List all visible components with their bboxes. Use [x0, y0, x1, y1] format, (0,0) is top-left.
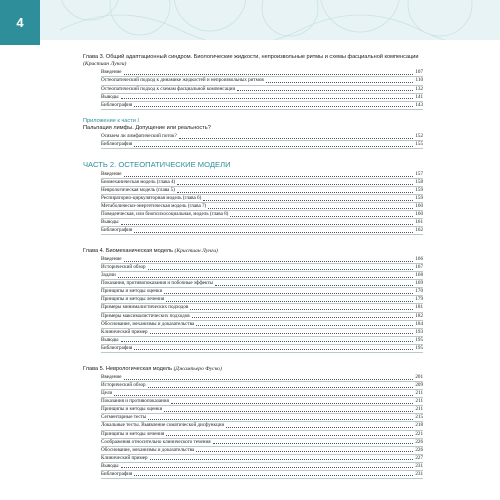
dot-leader [166, 300, 413, 302]
toc-entry[interactable] [101, 195, 423, 203]
dot-leader [134, 105, 413, 107]
toc-entry[interactable] [101, 463, 423, 471]
toc-entry[interactable] [101, 102, 423, 110]
dot-leader [213, 442, 413, 444]
toc-entry-list [101, 374, 423, 479]
entry-label: Неврологическая модель (глава 5) [101, 187, 175, 194]
entry-page: 227 [415, 454, 423, 461]
entry-page: 195 [415, 336, 423, 343]
chapter-title: Глава 5. Неврологическая модель [83, 366, 172, 372]
dot-leader [121, 466, 413, 468]
entry-label: Исторический обзор [101, 382, 146, 389]
entry-label: Обоснование, механизмы и доказательства [101, 320, 195, 327]
entry-label: Клинический пример [101, 454, 148, 461]
toc-entry-list [101, 171, 423, 235]
dot-leader [164, 292, 413, 294]
dot-leader [134, 145, 413, 147]
entry-label: Библиография [101, 470, 133, 477]
entry-page: 211 [415, 390, 423, 397]
dot-leader [134, 231, 413, 233]
dot-leader [237, 89, 413, 91]
toc-entry[interactable] [101, 455, 423, 463]
entry-page: 168 [415, 272, 423, 279]
entry-page: 167 [415, 264, 423, 271]
appendix-title: Пальпация лимфы. Допущение или реальность? [83, 125, 211, 131]
dot-leader [166, 434, 413, 436]
entry-page: 132 [415, 85, 423, 92]
entry-page: 226 [415, 446, 423, 453]
entry-page: 201 [415, 374, 423, 381]
entry-page: 159 [415, 187, 423, 194]
chapter-heading [83, 248, 423, 255]
entry-page: 157 [415, 171, 423, 177]
dot-leader [171, 402, 413, 404]
chapter-heading [83, 366, 423, 373]
entry-label: Показания и противопоказания [101, 398, 169, 405]
dot-leader [134, 348, 413, 350]
toc-section-appendix [83, 118, 423, 149]
entry-label: Остеопатический подход к динамике жидкостей и непроизвольных ритмов [101, 77, 264, 84]
entry-label: Примеры максималистических подходов [101, 312, 190, 319]
entry-page: 143 [415, 101, 423, 108]
entry-label: Осязаем ли лимфатический поток? [101, 133, 177, 140]
toc-entry[interactable] [101, 471, 423, 479]
entry-page: 195 [415, 344, 423, 351]
dot-leader [118, 276, 413, 278]
dot-leader [114, 394, 413, 396]
chapter-author: (Джампьеро Фуско) [173, 366, 222, 372]
entry-page: 226 [415, 438, 423, 445]
entry-page: 184 [415, 320, 423, 327]
dot-leader [148, 268, 413, 270]
entry-page: 166 [415, 256, 423, 263]
entry-page: 218 [415, 422, 423, 429]
chapter-author: (Кристиан Лунги) [83, 61, 127, 68]
dot-leader [196, 450, 413, 452]
entry-page: 155 [415, 141, 423, 148]
dot-leader [124, 260, 413, 262]
dot-leader [266, 81, 413, 83]
entry-label: Введение [101, 256, 122, 263]
entry-label: Показания, противопоказания и побочные эффекты [101, 280, 213, 287]
toc-entry[interactable] [101, 390, 423, 398]
entry-label: Библиография [101, 344, 133, 351]
entry-page: 182 [415, 312, 423, 319]
entry-page: 169 [415, 280, 423, 287]
dot-leader [124, 73, 413, 75]
entry-label: Примеры минималистических подходов [101, 304, 189, 311]
toc-entry[interactable] [101, 382, 423, 390]
entry-label: Респираторно-циркуляторная модель (глава 6) [101, 195, 202, 202]
dot-leader [124, 378, 413, 380]
entry-page: 179 [415, 296, 423, 303]
chapter-heading [83, 54, 423, 68]
entry-label: Биомеханическая модель (глава 4) [101, 179, 176, 186]
toc-entry[interactable] [101, 264, 423, 272]
toc-entry[interactable] [101, 77, 423, 85]
dot-leader [150, 332, 413, 334]
entry-label: Выводы [101, 219, 119, 226]
dot-leader [124, 175, 413, 177]
toc-entry-list [101, 69, 423, 109]
appendix-label: Приложение к части I [83, 118, 139, 124]
toc-entry[interactable] [101, 141, 423, 149]
entry-label: Библиография [101, 227, 133, 234]
dot-leader [177, 191, 413, 193]
toc-entry[interactable] [101, 219, 423, 227]
entry-page: 162 [415, 227, 423, 234]
entry-label: Введение [101, 171, 122, 177]
entry-label: Локальные тесты. Выявление соматической дисфункции [101, 422, 225, 429]
toc-entry[interactable] [101, 280, 423, 288]
header-band [0, 0, 500, 40]
dot-leader [215, 284, 413, 286]
toc-entry[interactable] [101, 256, 423, 264]
dot-leader [203, 199, 413, 201]
entry-label: Обоснование, механизмы и доказательства [101, 446, 195, 453]
toc-entry[interactable] [101, 187, 423, 195]
toc-entry[interactable] [101, 296, 423, 304]
toc-section-chapter-5 [83, 366, 423, 479]
toc-entry[interactable] [101, 398, 423, 406]
entry-page: 193 [415, 328, 423, 335]
toc-entry-list [101, 256, 423, 353]
entry-label: Принципы и методы лечения [101, 430, 165, 437]
entry-page: 158 [415, 179, 423, 186]
entry-page: 110 [415, 77, 423, 84]
dot-leader [196, 324, 413, 326]
entry-page: 211 [415, 406, 423, 413]
entry-page: 170 [415, 288, 423, 295]
entry-page: 159 [415, 195, 423, 202]
toc-entry[interactable] [101, 304, 423, 312]
toc-entry[interactable] [101, 288, 423, 296]
dot-leader [121, 223, 413, 225]
entry-page: 161 [415, 219, 423, 226]
toc-entry[interactable] [101, 321, 423, 329]
chapter-author: (Кристиан Лунги) [174, 248, 218, 254]
entry-label: Выводы [101, 462, 119, 469]
part-heading: ЧАСТЬ 2. ОСТЕОПАТИЧЕСКИЕ МОДЕЛИ [83, 160, 231, 169]
toc-entry[interactable] [101, 422, 423, 430]
toc-entry[interactable] [101, 439, 423, 447]
entry-label: Библиография [101, 101, 133, 108]
toc-entry[interactable] [101, 86, 423, 94]
toc-entry[interactable] [101, 337, 423, 345]
entry-page: 181 [415, 304, 423, 311]
entry-page: 160 [415, 211, 423, 218]
entry-page: 160 [415, 203, 423, 210]
toc-entry[interactable] [101, 179, 423, 187]
chapter-title: Глава 4. Биомеханическая модель [83, 248, 173, 254]
entry-label: Метаболически-энергетическая модель (глава 7) [101, 203, 207, 210]
dot-leader [121, 340, 413, 342]
toc-entry[interactable] [101, 133, 423, 141]
toc-entry[interactable] [101, 345, 423, 353]
dot-leader [190, 308, 413, 310]
toc-entry[interactable] [101, 374, 423, 382]
toc-entry[interactable] [101, 171, 423, 179]
page-number-tab [0, 0, 40, 45]
toc-entry[interactable] [101, 447, 423, 455]
entry-label: Цели [101, 390, 113, 397]
entry-page: 231 [415, 470, 423, 477]
entry-label: Сегментарные тесты [101, 414, 147, 421]
dot-leader [230, 215, 413, 217]
entry-label: Принципы и методы оценки [101, 288, 163, 295]
entry-label: Поведенческая, или биопсихосоциальная, модель (глава 8) [101, 211, 229, 218]
entry-label: Задачи [101, 272, 116, 279]
entry-label: Принципы и методы лечения [101, 296, 165, 303]
toc-section-part-2 [83, 160, 423, 235]
entry-label: Введение [101, 69, 122, 76]
dot-leader [226, 426, 413, 428]
toc-entry[interactable] [101, 94, 423, 102]
dot-leader [164, 410, 413, 412]
toc-section-chapter-4 [83, 248, 423, 353]
entry-page: 221 [415, 430, 423, 437]
toc-entry[interactable] [101, 211, 423, 219]
toc-entry[interactable] [101, 329, 423, 337]
dot-leader [179, 137, 413, 139]
dot-leader [121, 97, 413, 99]
toc-entry[interactable] [101, 431, 423, 439]
decorative-pattern [0, 0, 500, 40]
toc-entry[interactable] [101, 227, 423, 235]
toc-section-chapter-3 [83, 54, 423, 110]
entry-page: 209 [415, 382, 423, 389]
entry-label: Выводы [101, 93, 119, 100]
toc-entry[interactable] [101, 406, 423, 414]
entry-label: Клинический пример [101, 328, 148, 335]
dot-leader [208, 207, 413, 209]
dot-leader [134, 474, 413, 476]
entry-page: 231 [415, 462, 423, 469]
chapter-title: Глава 3. Общий адаптационный синдром. Биологические жидкости, непроизвольные ритмы и схемы фасциальной компенсации [83, 54, 419, 60]
toc-entry[interactable] [101, 313, 423, 321]
entry-page: 211 [415, 398, 423, 405]
page-number: 4 [16, 15, 24, 30]
entry-page: 152 [415, 133, 423, 140]
entry-label: Введение [101, 374, 122, 381]
entry-label: Библиография [101, 141, 133, 148]
entry-page: 107 [415, 69, 423, 76]
dot-leader [148, 418, 413, 420]
entry-page: 141 [415, 93, 423, 100]
dot-leader [192, 316, 413, 318]
entry-label: Соображения относительно клинического течения [101, 438, 211, 445]
entry-label: Выводы [101, 336, 119, 343]
entry-page: 215 [415, 414, 423, 421]
dot-leader [148, 386, 413, 388]
entry-label: Остеопатический подход к схемам фасциальной компенсации [101, 85, 236, 92]
entry-label: Принципы и методы оценки [101, 406, 163, 413]
toc-entry-list [101, 133, 423, 149]
dot-leader [177, 183, 413, 185]
entry-label: Исторический обзор [101, 264, 146, 271]
dot-leader [150, 458, 413, 460]
